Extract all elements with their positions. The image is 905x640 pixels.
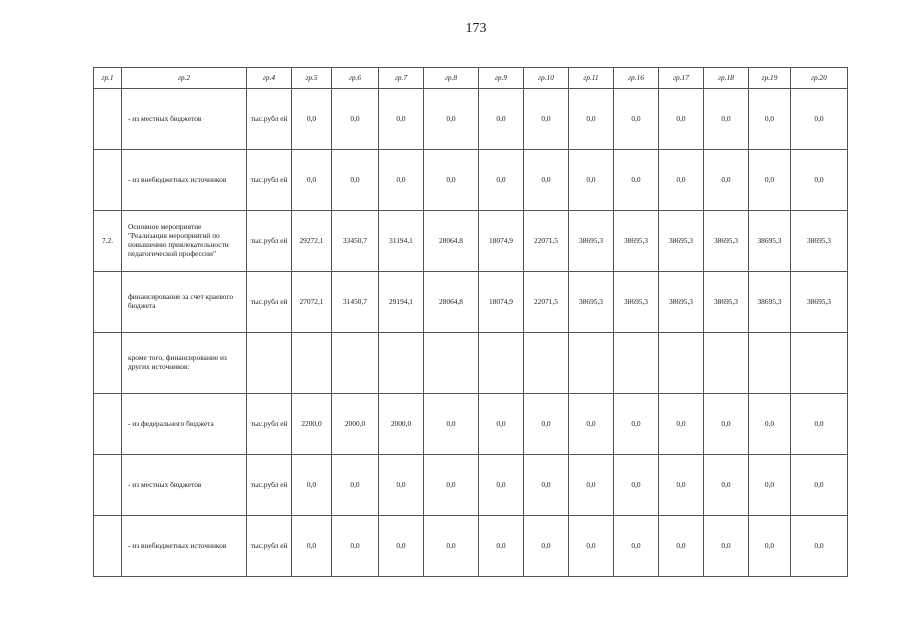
- value-cell: 2000,0: [379, 394, 424, 455]
- value-cell: 0,0: [569, 394, 614, 455]
- column-header: гр.7: [379, 68, 424, 89]
- value-cell: 0,0: [791, 150, 848, 211]
- value-cell: 0,0: [749, 394, 791, 455]
- column-header: гр.19: [749, 68, 791, 89]
- value-cell: 0,0: [704, 89, 749, 150]
- value-cell: 0,0: [569, 516, 614, 577]
- value-cell: 38695,3: [569, 272, 614, 333]
- value-cell: 38695,3: [749, 272, 791, 333]
- value-cell: 38695,3: [614, 211, 659, 272]
- value-cell: 0,0: [524, 394, 569, 455]
- value-cell: 0,0: [791, 394, 848, 455]
- value-cell: 0,0: [424, 89, 479, 150]
- row-description-cell: - из федерального бюджета: [122, 394, 247, 455]
- column-header: гр.8: [424, 68, 479, 89]
- value-cell: 0,0: [659, 516, 704, 577]
- value-cell: 0,0: [332, 150, 379, 211]
- value-cell: 28064,8: [424, 272, 479, 333]
- value-cell: 18074,9: [479, 272, 524, 333]
- table-row: [94, 272, 848, 333]
- value-cell: 38695,3: [569, 211, 614, 272]
- value-cell: 0,0: [569, 89, 614, 150]
- value-cell: 0,0: [332, 455, 379, 516]
- row-description-cell: финансирование за счет краевого бюджета: [122, 272, 247, 333]
- column-header: гр.18: [704, 68, 749, 89]
- value-cell: 0,0: [524, 516, 569, 577]
- value-cell: 0,0: [524, 150, 569, 211]
- value-cell: 31194,1: [379, 211, 424, 272]
- value-cell: 0,0: [749, 455, 791, 516]
- row-description-cell: - из внебюджетных источников: [122, 150, 247, 211]
- row-number-cell: [94, 150, 122, 211]
- value-cell: [749, 333, 791, 394]
- value-cell: [524, 333, 569, 394]
- column-header: гр.11: [569, 68, 614, 89]
- column-header: гр.16: [614, 68, 659, 89]
- value-cell: 0,0: [614, 394, 659, 455]
- value-cell: 0,0: [791, 455, 848, 516]
- value-cell: 38695,3: [704, 272, 749, 333]
- value-cell: [791, 333, 848, 394]
- value-cell: 0,0: [749, 89, 791, 150]
- row-unit-cell: тыс.рубл ей: [247, 89, 292, 150]
- value-cell: 0,0: [614, 455, 659, 516]
- row-description-cell: - из внебюджетных источников: [122, 516, 247, 577]
- value-cell: 27072,1: [292, 272, 332, 333]
- column-header: гр.5: [292, 68, 332, 89]
- value-cell: 0,0: [704, 516, 749, 577]
- table-body: [94, 68, 848, 577]
- value-cell: 0,0: [424, 150, 479, 211]
- table-row: [94, 333, 848, 394]
- value-cell: 0,0: [749, 516, 791, 577]
- row-unit-cell: [247, 333, 292, 394]
- value-cell: 0,0: [791, 89, 848, 150]
- table-row: [94, 211, 848, 272]
- column-header: гр.1: [94, 68, 122, 89]
- value-cell: 2200,0: [292, 394, 332, 455]
- value-cell: 0,0: [749, 150, 791, 211]
- value-cell: 38695,3: [704, 211, 749, 272]
- value-cell: 0,0: [614, 89, 659, 150]
- value-cell: 0,0: [292, 150, 332, 211]
- table-row: [94, 455, 848, 516]
- row-description-cell: Основное мероприятие "Реализация мероприятий по повышению привлекательности педагогической профессии": [122, 211, 247, 272]
- value-cell: 38695,3: [791, 211, 848, 272]
- value-cell: 0,0: [379, 455, 424, 516]
- value-cell: 0,0: [379, 516, 424, 577]
- value-cell: 0,0: [524, 455, 569, 516]
- value-cell: 0,0: [704, 150, 749, 211]
- value-cell: [424, 333, 479, 394]
- value-cell: 0,0: [379, 89, 424, 150]
- table-row: [94, 516, 848, 577]
- value-cell: 31450,7: [332, 272, 379, 333]
- row-number-cell: [94, 272, 122, 333]
- row-unit-cell: тыс.рубл ей: [247, 150, 292, 211]
- table-row: [94, 394, 848, 455]
- row-number-cell: [94, 333, 122, 394]
- value-cell: 0,0: [791, 516, 848, 577]
- row-description-cell: - из местных бюджетов: [122, 455, 247, 516]
- value-cell: [704, 333, 749, 394]
- value-cell: 0,0: [379, 150, 424, 211]
- value-cell: 0,0: [704, 455, 749, 516]
- column-header: гр.2: [122, 68, 247, 89]
- row-unit-cell: тыс.рубл ей: [247, 211, 292, 272]
- value-cell: 0,0: [659, 150, 704, 211]
- row-description-cell: - из местных бюджетов: [122, 89, 247, 150]
- page-number: 173: [465, 21, 487, 36]
- value-cell: 29194,1: [379, 272, 424, 333]
- value-cell: 29272,1: [292, 211, 332, 272]
- value-cell: 2000,0: [332, 394, 379, 455]
- value-cell: 0,0: [479, 150, 524, 211]
- value-cell: 0,0: [292, 516, 332, 577]
- value-cell: 0,0: [292, 455, 332, 516]
- value-cell: 0,0: [614, 150, 659, 211]
- column-header: гр.9: [479, 68, 524, 89]
- table-row: [94, 89, 848, 150]
- row-unit-cell: тыс.рубл ей: [247, 394, 292, 455]
- value-cell: 0,0: [569, 150, 614, 211]
- value-cell: [292, 333, 332, 394]
- value-cell: [479, 333, 524, 394]
- value-cell: 0,0: [659, 89, 704, 150]
- row-number-cell: 7.2.: [94, 211, 122, 272]
- table-row: [94, 150, 848, 211]
- row-unit-cell: тыс.рубл ей: [247, 272, 292, 333]
- value-cell: 0,0: [614, 516, 659, 577]
- column-header: гр.10: [524, 68, 569, 89]
- value-cell: 28064,8: [424, 211, 479, 272]
- value-cell: 0,0: [292, 89, 332, 150]
- value-cell: 0,0: [659, 455, 704, 516]
- value-cell: 0,0: [424, 455, 479, 516]
- value-cell: [569, 333, 614, 394]
- column-header: гр.20: [791, 68, 848, 89]
- value-cell: [659, 333, 704, 394]
- value-cell: 38695,3: [791, 272, 848, 333]
- value-cell: 38695,3: [659, 211, 704, 272]
- value-cell: 18074,9: [479, 211, 524, 272]
- value-cell: 38695,3: [659, 272, 704, 333]
- row-description-cell: кроме того, финансирование из других источников:: [122, 333, 247, 394]
- value-cell: [614, 333, 659, 394]
- value-cell: 0,0: [479, 89, 524, 150]
- row-number-cell: [94, 394, 122, 455]
- value-cell: 22071,5: [524, 211, 569, 272]
- value-cell: 0,0: [524, 89, 569, 150]
- header-row: [94, 68, 848, 89]
- value-cell: 0,0: [479, 455, 524, 516]
- value-cell: 38695,3: [749, 211, 791, 272]
- row-number-cell: [94, 516, 122, 577]
- row-unit-cell: тыс.рубл ей: [247, 516, 292, 577]
- value-cell: 0,0: [569, 455, 614, 516]
- budget-table: [93, 67, 848, 577]
- value-cell: 0,0: [479, 516, 524, 577]
- value-cell: 22071,5: [524, 272, 569, 333]
- value-cell: 0,0: [704, 394, 749, 455]
- value-cell: [332, 333, 379, 394]
- row-number-cell: [94, 455, 122, 516]
- value-cell: 0,0: [332, 89, 379, 150]
- value-cell: 0,0: [659, 394, 704, 455]
- column-header: гр.17: [659, 68, 704, 89]
- value-cell: 33450,7: [332, 211, 379, 272]
- value-cell: 0,0: [424, 394, 479, 455]
- value-cell: 0,0: [332, 516, 379, 577]
- column-header: гр.6: [332, 68, 379, 89]
- value-cell: 38695,3: [614, 272, 659, 333]
- value-cell: 0,0: [424, 516, 479, 577]
- value-cell: 0,0: [479, 394, 524, 455]
- row-unit-cell: тыс.рубл ей: [247, 455, 292, 516]
- column-header: гр.4: [247, 68, 292, 89]
- value-cell: [379, 333, 424, 394]
- row-number-cell: [94, 89, 122, 150]
